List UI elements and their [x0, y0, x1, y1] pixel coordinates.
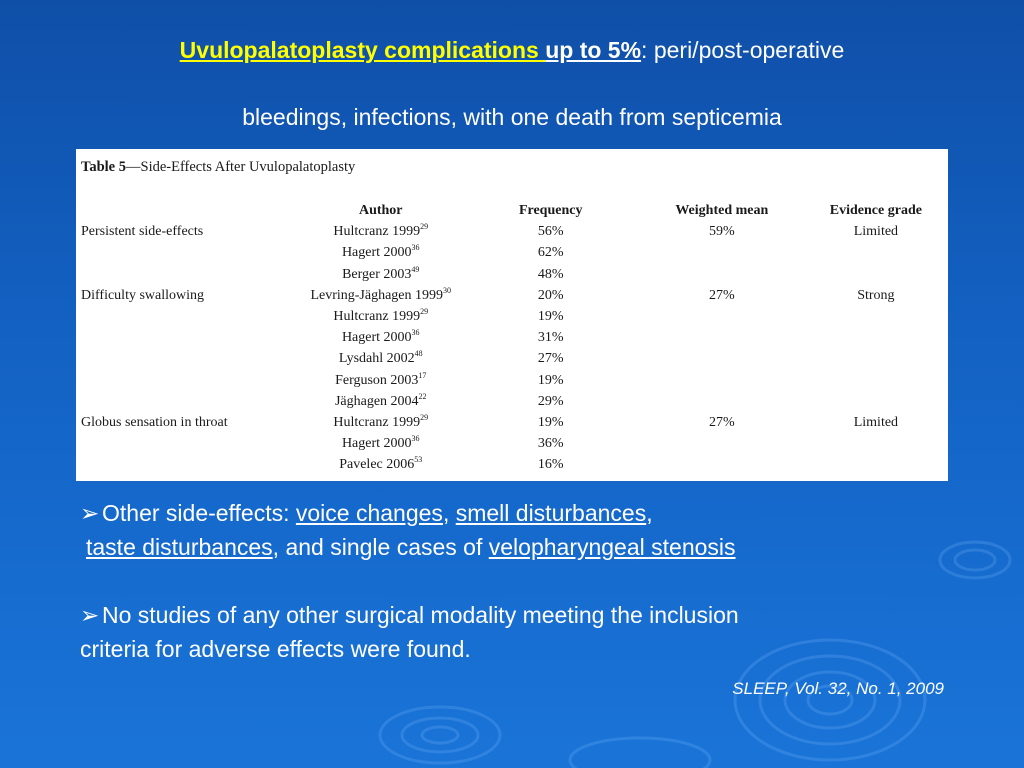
cell-weighted-mean: [640, 242, 804, 263]
cell-evidence-grade: [804, 433, 948, 454]
cell-author: [300, 433, 462, 454]
cell-author: [300, 348, 462, 369]
cell-evidence-grade: Limited: [853, 224, 899, 240]
cell-weighted-mean: 59%: [708, 224, 735, 240]
cell-effect: [76, 348, 300, 369]
author-name: Ferguson 2003: [335, 372, 419, 388]
header-evidence-grade: Evidence grade: [829, 203, 922, 218]
cell-effect: [76, 370, 300, 391]
cell-effect: [76, 306, 300, 327]
cell-frequency: 62%: [537, 245, 564, 261]
arrow-bullet-icon: ➢: [80, 500, 100, 526]
cell-weighted-mean: [640, 391, 804, 412]
table-row: [76, 412, 948, 433]
table-row: [76, 454, 948, 475]
cell-author: [300, 221, 462, 242]
cell-author: [300, 264, 462, 285]
table-row: [76, 391, 948, 412]
bullet-1-sep-2: ,: [646, 500, 653, 526]
table-row: [76, 264, 948, 285]
author-name: Hagert 2000: [341, 245, 412, 261]
reference-number: 29: [420, 307, 429, 317]
cell-evidence-grade: [804, 391, 948, 412]
reference-number: 29: [420, 222, 429, 232]
cell-evidence-grade: Strong: [857, 287, 895, 303]
cell-frequency: 19%: [537, 309, 564, 325]
table-row: [76, 327, 948, 348]
reference-number: 49: [411, 264, 420, 274]
reference-number: 36: [411, 328, 420, 338]
cell-weighted-mean: [640, 264, 804, 285]
table-row: [76, 242, 948, 263]
cell-author: [300, 370, 462, 391]
cell-evidence-grade: [804, 264, 948, 285]
bullet-2-line-1: No studies of any other surgical modality meeting the inclusion: [102, 602, 739, 628]
cell-weighted-mean: [640, 327, 804, 348]
cell-author: [300, 327, 462, 348]
cell-author: [300, 242, 462, 263]
cell-evidence-grade: Limited: [853, 415, 899, 431]
reference-number: 17: [418, 370, 427, 380]
table-caption-label: Table 5: [81, 159, 126, 175]
cell-effect: [76, 242, 300, 263]
cell-evidence-grade: [804, 242, 948, 263]
smell-disturbances-link[interactable]: smell disturbances: [455, 500, 647, 526]
cell-effect: Globus sensation in throat: [81, 415, 228, 431]
bullet-1-sep-1: ,: [442, 500, 456, 526]
taste-disturbances-link[interactable]: taste disturbances: [86, 534, 273, 560]
cell-frequency: 20%: [537, 287, 564, 303]
cell-frequency: 36%: [537, 436, 564, 452]
table-row: [76, 348, 948, 369]
voice-changes-link[interactable]: voice changes: [295, 500, 443, 526]
cell-weighted-mean: [640, 370, 804, 391]
cell-evidence-grade: [804, 306, 948, 327]
bullet-2: [80, 598, 960, 632]
reference-number: 22: [418, 391, 427, 401]
author-name: Hultcranz 1999: [333, 309, 421, 325]
cell-evidence-grade: [804, 370, 948, 391]
cell-frequency: 27%: [537, 351, 564, 367]
arrow-bullet-icon: ➢: [80, 602, 100, 628]
table-row: [76, 285, 948, 306]
cell-effect: [76, 391, 300, 412]
reference-number: 36: [411, 434, 420, 444]
cell-frequency: 16%: [537, 457, 564, 473]
cell-evidence-grade: [804, 348, 948, 369]
cell-frequency: 19%: [537, 415, 564, 431]
reference-number: 53: [414, 455, 423, 465]
header-frequency: Frequency: [518, 203, 583, 218]
cell-author: [300, 412, 462, 433]
title-line-1: [0, 36, 1024, 64]
cell-weighted-mean: [640, 348, 804, 369]
author-name: Lysdahl 2002: [338, 351, 415, 367]
bullet-2-line-2: criteria for adverse effects were found.: [80, 636, 471, 662]
cell-frequency: 56%: [537, 224, 564, 240]
citation: SLEEP, Vol. 32, No. 1, 2009: [732, 679, 944, 698]
author-name: Berger 2003: [342, 266, 412, 282]
reference-number: 48: [414, 349, 423, 359]
cell-evidence-grade: [804, 454, 948, 475]
cell-weighted-mean: [640, 454, 804, 475]
side-effects-table-panel: [76, 149, 948, 481]
table-row: [76, 221, 948, 242]
cell-weighted-mean: [640, 306, 804, 327]
title-line-2: bleedings, infections, with one death from septicemia: [242, 104, 782, 130]
author-name: Hagert 2000: [341, 330, 412, 346]
cell-evidence-grade: [804, 327, 948, 348]
cell-weighted-mean: 27%: [708, 287, 735, 303]
cell-weighted-mean: [640, 433, 804, 454]
author-name: Hultcranz 1999: [333, 224, 421, 240]
cell-frequency: 19%: [537, 372, 564, 388]
bullet-1-line-2: [80, 530, 960, 564]
header-author: Author: [358, 203, 403, 218]
header-weighted-mean: Weighted mean: [675, 203, 769, 218]
bullet-1: [80, 496, 960, 530]
cell-frequency: 48%: [537, 266, 564, 282]
table-row: [76, 433, 948, 454]
bullet-list: [80, 496, 960, 666]
cell-effect: Persistent side-effects: [81, 224, 204, 240]
reference-number: 30: [443, 285, 452, 295]
cell-effect: [76, 264, 300, 285]
table-body: [76, 221, 948, 475]
author-name: Hagert 2000: [341, 436, 412, 452]
author-name: Pavelec 2006: [339, 457, 415, 473]
table-caption-text: —Side-Effects After Uvulopalatoplasty: [126, 159, 356, 175]
cell-author: [300, 285, 462, 306]
table-caption: [81, 159, 355, 176]
header-effect: [76, 200, 300, 221]
title-highlight-2: up to 5%: [545, 37, 642, 63]
cell-frequency: 31%: [537, 330, 564, 346]
cell-author: [300, 391, 462, 412]
cell-effect: [76, 327, 300, 348]
side-effects-table: [76, 200, 948, 476]
cell-effect: Difficulty swallowing: [81, 287, 205, 303]
cell-frequency: 29%: [537, 393, 564, 409]
cell-effect: [76, 433, 300, 454]
reference-number: 29: [420, 413, 429, 423]
velopharyngeal-stenosis-link[interactable]: velopharyngeal stenosis: [488, 534, 736, 560]
bullet-1-mid: , and single cases of: [272, 534, 489, 560]
cell-author: [300, 454, 462, 475]
table-row: [76, 370, 948, 391]
table-row: [76, 306, 948, 327]
table-header-row: [76, 200, 948, 221]
title-rest: : peri/post-operative: [641, 37, 845, 63]
author-name: Hultcranz 1999: [333, 415, 421, 431]
cell-author: [300, 306, 462, 327]
cell-weighted-mean: 27%: [708, 415, 735, 431]
title-highlight-1: Uvulopalatoplasty complications: [179, 37, 546, 63]
author-name: Levring-Jäghagen 1999: [310, 287, 444, 303]
author-name: Jäghagen 2004: [334, 393, 419, 409]
bullet-1-lead: Other side-effects:: [102, 500, 296, 526]
reference-number: 36: [411, 243, 420, 253]
cell-effect: [76, 454, 300, 475]
